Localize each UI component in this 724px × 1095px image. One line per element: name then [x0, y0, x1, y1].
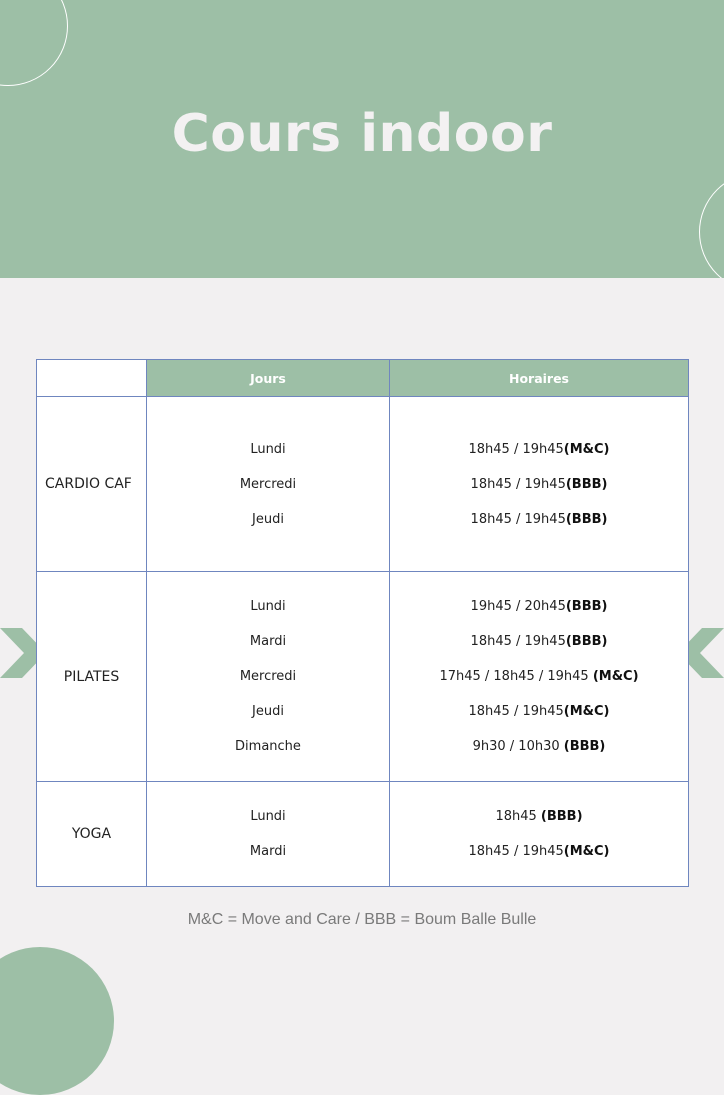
legend-note: M&C = Move and Care / BBB = Boum Balle Bulle — [187, 911, 537, 928]
days-cell — [147, 397, 390, 572]
time-slot — [390, 432, 688, 467]
days-cell — [147, 782, 390, 887]
time-range: 9h30 / 10h30 — [472, 739, 564, 754]
schedule-table — [36, 359, 689, 887]
time-range: 18h45 / 19h45 — [468, 844, 564, 859]
decorative-ring — [699, 172, 724, 278]
decorative-circle — [0, 947, 114, 1095]
time-range: 17h45 / 18h45 / 19h45 — [439, 669, 593, 684]
time-range: 18h45 / 19h45 — [470, 634, 566, 649]
table-header-row — [37, 360, 689, 397]
day-label: Mercredi — [239, 476, 297, 492]
hours-cell — [390, 397, 689, 572]
provider-tag: (BBB) — [565, 511, 608, 527]
time-slot — [390, 589, 688, 624]
hours-cell — [390, 782, 689, 887]
time-slot — [390, 799, 688, 834]
time-slot — [390, 467, 688, 502]
hours-cell — [390, 572, 689, 782]
category-cell: YOGA — [37, 782, 147, 887]
header-blank-cell — [37, 360, 147, 397]
provider-tag: (BBB) — [565, 476, 608, 492]
time-range: 18h45 / 19h45 — [468, 704, 564, 719]
time-range: 18h45 / 19h45 — [468, 441, 564, 457]
category-cell: CARDIO CAF — [37, 397, 147, 572]
decorative-ring — [0, 0, 68, 86]
day-label: Lundi — [250, 809, 286, 824]
day-label: Mardi — [249, 844, 287, 859]
time-slot — [390, 502, 688, 537]
day-label: Mercredi — [239, 669, 297, 684]
table-row — [37, 782, 689, 887]
time-range: 19h45 / 20h45 — [470, 599, 566, 614]
time-slot — [390, 624, 688, 659]
provider-tag: (BBB) — [565, 634, 608, 649]
table-row — [37, 572, 689, 782]
day-label: Mardi — [249, 634, 287, 649]
days-cell — [147, 572, 390, 782]
time-slot — [390, 694, 688, 729]
provider-tag: (BBB) — [563, 739, 606, 754]
page-title: Cours indoor — [171, 104, 553, 164]
provider-tag: (M&C) — [592, 669, 639, 684]
provider-tag: (M&C) — [563, 704, 610, 719]
category-cell: PILATES — [37, 572, 147, 782]
time-range: 18h45 / 19h45 — [470, 476, 566, 492]
header-horaires: Horaires — [390, 360, 689, 397]
header-banner — [0, 0, 724, 278]
provider-tag: (BBB) — [540, 809, 583, 824]
day-label: Jeudi — [252, 511, 284, 527]
time-range: 18h45 / 19h45 — [470, 511, 566, 527]
provider-tag: (M&C) — [563, 844, 610, 859]
day-label: Lundi — [250, 599, 286, 614]
provider-tag: (BBB) — [565, 599, 608, 614]
day-label: Lundi — [250, 441, 286, 457]
time-slot — [390, 729, 688, 764]
table-row — [37, 397, 689, 572]
day-label: Jeudi — [252, 704, 284, 719]
provider-tag: (M&C) — [563, 441, 610, 457]
header-jours: Jours — [147, 360, 390, 397]
time-slot — [390, 834, 688, 869]
time-range: 18h45 — [495, 809, 541, 824]
time-slot — [390, 659, 688, 694]
day-label: Dimanche — [235, 739, 301, 754]
